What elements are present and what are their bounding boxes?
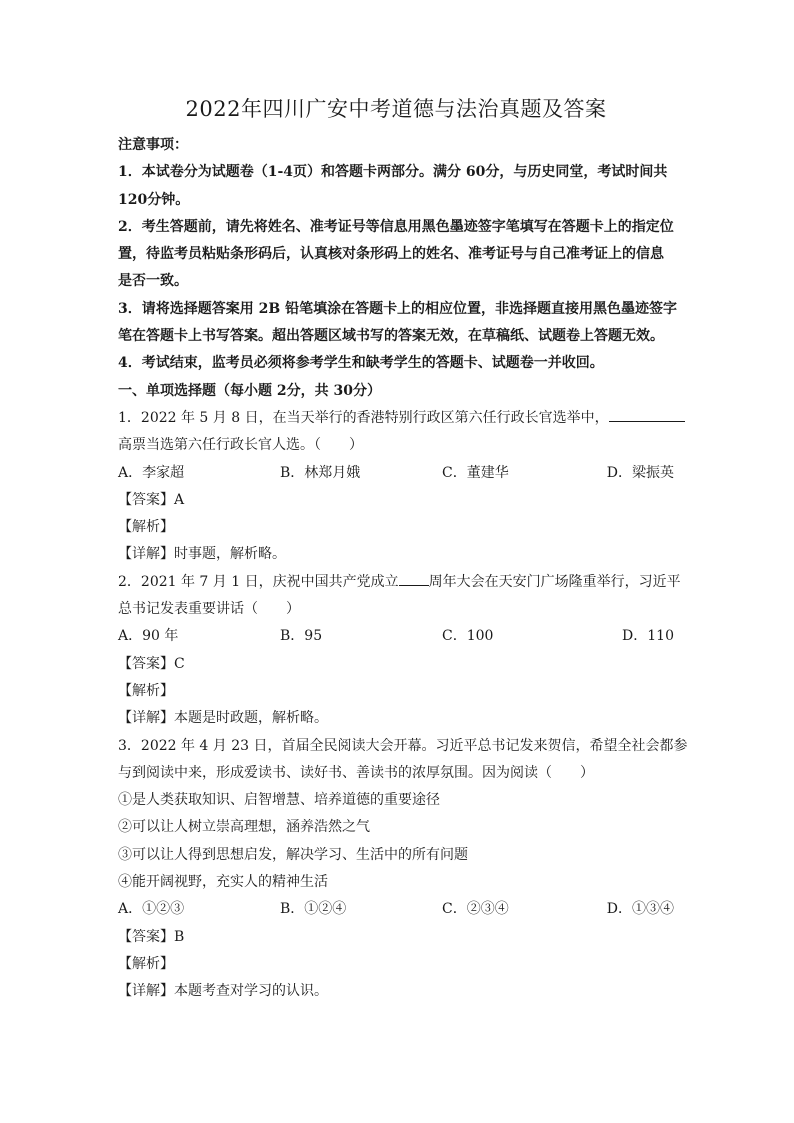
question-2-stem-text-a: 2．2021 年 7 月 1 日，庆祝中国共产党成立 bbox=[118, 573, 399, 590]
question-2-stem-text-b: 周年大会在天安门广场隆重举行，习近平 bbox=[428, 573, 681, 590]
document-title: 2022年四川广安中考道德与法治真题及答案 bbox=[185, 97, 607, 121]
answer-blank bbox=[609, 406, 685, 422]
question-2-analysis: 【解析】 bbox=[118, 682, 174, 699]
notice-item-2-line-3: 是否一致。 bbox=[118, 273, 188, 290]
option-a: A．李家超 bbox=[118, 464, 185, 481]
notice-item-3-line-2: 笔在答题卡上书写答案。超出答题区域书写的答案无效，在草稿纸、试题卷上答题无效。 bbox=[118, 328, 664, 345]
option-b: B．林郑月娥 bbox=[280, 464, 361, 481]
question-1-options bbox=[118, 460, 674, 487]
question-1-analysis: 【解析】 bbox=[118, 519, 174, 536]
question-3-analysis: 【解析】 bbox=[118, 955, 174, 972]
question-1 bbox=[118, 405, 674, 569]
question-3-options bbox=[118, 896, 674, 923]
question-3-answer: 【答案】B bbox=[118, 928, 185, 945]
option-d: D．110 bbox=[622, 628, 674, 645]
question-2-stem-line-2: 总书记发表重要讲话（ ） bbox=[118, 601, 300, 618]
question-1-stem-line-2: 高票当选第六任行政长官人选。（ ） bbox=[118, 437, 363, 454]
question-2 bbox=[118, 569, 681, 733]
question-1-detail: 【详解】时事题，解析略。 bbox=[118, 546, 286, 563]
option-b: B．95 bbox=[280, 628, 323, 645]
question-2-stem-line-1 bbox=[118, 569, 681, 596]
question-3-statement-1: ①是人类获取知识、启智增慧、培养道德的重要途径 bbox=[118, 792, 440, 809]
question-3-detail: 【详解】本题考查对学习的认识。 bbox=[118, 983, 328, 1000]
option-d: D．梁振英 bbox=[606, 464, 674, 481]
question-3-stem-line-2: 与到阅读中来，形成爱读书、读好书、善读书的浓厚氛围。因为阅读（ ） bbox=[118, 764, 594, 781]
notice-item-3-line-1: 3．请将选择题答案用 2B 铅笔填涂在答题卡上的相应位置，非选择题直接用黑色墨迹签字 bbox=[118, 300, 678, 317]
question-3-statement-3: ③可以让人得到思想启发，解决学习、生活中的所有问题 bbox=[118, 846, 468, 863]
question-3-stem-line-1: 3．2022 年 4 月 23 日，首届全民阅读大会开幕。习近平总书记发来贺信，希望全社会都参 bbox=[118, 737, 688, 754]
question-2-options bbox=[118, 623, 674, 650]
question-1-stem-line-1 bbox=[118, 405, 674, 432]
option-b: B．①②④ bbox=[280, 901, 347, 918]
notice-item-1-line-1: 1．本试卷分为试题卷（1-4页）和答题卡两部分。满分 60分，与历史同堂，考试时间共 bbox=[118, 164, 668, 181]
question-2-detail: 【详解】本题是时政题，解析略。 bbox=[118, 710, 328, 727]
question-3-statement-2: ②可以让人树立崇高理想，涵养浩然之气 bbox=[118, 819, 370, 836]
question-1-stem-text: 1．2022 年 5 月 8 日，在当天举行的香港特别行政区第六任行政长官选举中， bbox=[118, 409, 609, 426]
answer-blank bbox=[399, 570, 429, 586]
notice-section bbox=[118, 132, 678, 378]
option-a: A．90 年 bbox=[118, 628, 179, 645]
notice-item-2-line-2: 置，待监考员粘贴条形码后，认真核对条形码上的姓名、准考证号与自己准考证上的信息 bbox=[118, 246, 664, 263]
notice-item-1-line-2: 120分钟。 bbox=[118, 191, 190, 208]
question-1-answer: 【答案】A bbox=[118, 491, 185, 508]
section-heading: 一、单项选择题（每小题 2分，共 30分） bbox=[118, 382, 381, 399]
notice-item-2-line-1: 2．考生答题前，请先将姓名、准考证号等信息用黑色墨迹签字笔填写在答题卡上的指定位 bbox=[118, 218, 674, 235]
option-c: C．②③④ bbox=[442, 901, 509, 918]
notice-item-4-line-1: 4．考试结束，监考员必须将参考学生和缺考学生的答题卡、试题卷一并收回。 bbox=[118, 355, 604, 372]
option-c: C．董建华 bbox=[442, 464, 509, 481]
notice-heading: 注意事项： bbox=[118, 137, 188, 153]
option-d: D．①③④ bbox=[606, 901, 674, 918]
question-3 bbox=[118, 733, 688, 1006]
question-3-statement-4: ④能开阔视野，充实人的精神生活 bbox=[118, 874, 328, 891]
question-2-answer: 【答案】C bbox=[118, 655, 185, 672]
option-a: A．①②③ bbox=[118, 901, 185, 918]
exam-page bbox=[118, 94, 688, 1006]
option-c: C．100 bbox=[442, 628, 494, 645]
